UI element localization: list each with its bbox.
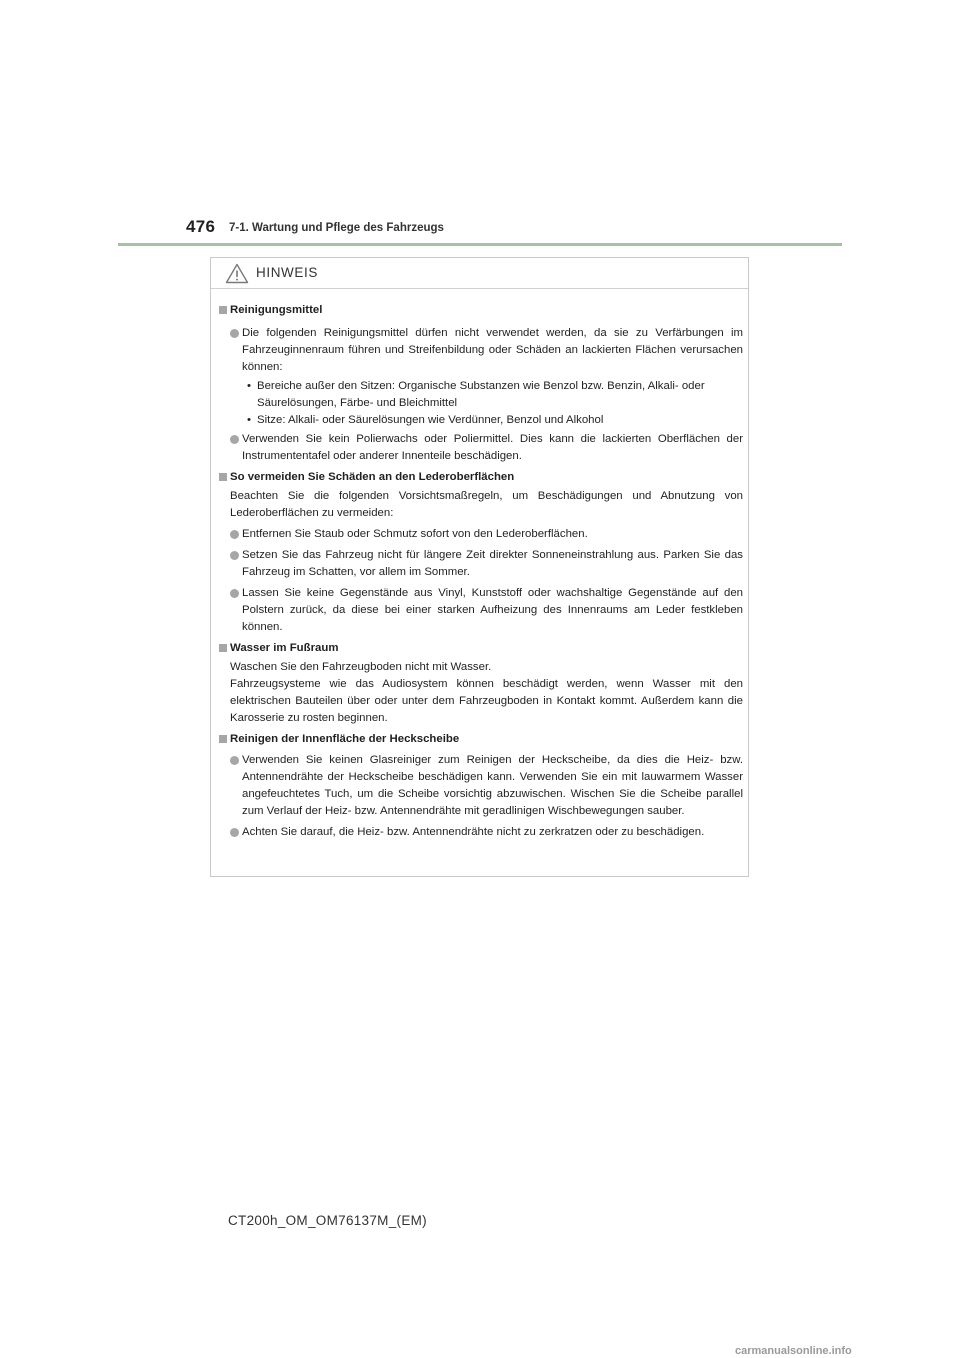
section-title: 7-1. Wartung und Pflege des Fahrzeugs (229, 222, 444, 234)
paragraph: Fahrzeugsysteme wie das Audiosystem können beschädigt werden, wenn Wasser mit den elektrischen Bauteilen über oder unter dem Fahrzeugboden in Kontakt kommt. Außerdem kann die Karosserie zu rosten beginnen. (230, 678, 743, 724)
circle-bullet-icon (230, 828, 239, 837)
watermark: carmanualsonline.info (735, 1345, 852, 1357)
circle-bullet-icon (230, 551, 239, 560)
sub-list-item: • Bereiche außer den Sitzen: Organische Substanzen wie Benzol bzw. Benzin, Alkali- oder Säurelösungen, Färbe- und Bleichmittel (247, 380, 705, 409)
list-item: Entfernen Sie Staub oder Schmutz sofort von den Lederoberflächen. (219, 526, 743, 543)
header-rule (118, 243, 842, 246)
circle-bullet-icon (230, 329, 239, 338)
circle-bullet-icon (230, 756, 239, 765)
notice-content (219, 302, 743, 841)
paragraph: Waschen Sie den Fahrzeugboden nicht mit Wasser. (230, 661, 492, 673)
warning-triangle-icon (225, 263, 249, 284)
notice-title: HINWEIS (256, 265, 318, 280)
square-bullet-icon (219, 473, 227, 481)
list-item: Verwenden Sie kein Polierwachs oder Poliermittel. Dies kann die lackierten Oberflächen der Instrumententafel oder anderer Innenteile beschädigen. (219, 431, 743, 465)
list-item: Achten Sie darauf, die Heiz- bzw. Antennendrähte nicht zu zerkratzen oder zu beschädigen. (219, 824, 743, 841)
list-item: Verwenden Sie keinen Glasreiniger zum Reinigen der Heckscheibe, da dies die Heiz- bzw. Antennendrähte der Heckscheibe beschädigen kann. Verwenden Sie ein mit lauwarmem Wasser angefeuchtetes Tuch, um die Scheibe vorsichtig abzuwischen. Wischen Sie die Scheibe parallel zum Verlauf der Heiz- bzw. Antennendrähte mit geradlinigen Wischbewegungen sauber. (219, 752, 743, 820)
square-bullet-icon (219, 306, 227, 314)
circle-bullet-icon (230, 435, 239, 444)
notice-header (211, 258, 748, 289)
sub-list-item: • Sitze: Alkali- oder Säurelösungen wie Verdünner, Benzol und Alkohol (247, 414, 604, 426)
list-item: Die folgenden Reinigungsmittel dürfen nicht verwendet werden, da sie zu Verfärbungen im Fahrzeuginnenraum führen und Streifenbildung oder Schäden an lackierten Flächen verursachen können: (219, 325, 743, 376)
list-item: Lassen Sie keine Gegenstände aus Vinyl, Kunststoff oder wachshaltige Gegenstände auf den Polstern zurück, da diese bei einer starken Aufheizung des Innenraums am Leder festkleben können. (219, 585, 743, 636)
notice-box (210, 257, 749, 877)
list-item: Setzen Sie das Fahrzeug nicht für längere Zeit direkter Sonneneinstrahlung aus. Parken Sie das Fahrzeug im Schatten, vor allem im Sommer. (219, 547, 743, 581)
section-heading: So vermeiden Sie Schäden an den Lederoberflächen (219, 469, 743, 486)
paragraph: Beachten Sie die folgenden Vorsichtsmaßregeln, um Beschädigungen und Abnutzung von Lederoberflächen zu vermeiden: (230, 490, 743, 519)
document-code: CT200h_OM_OM76137M_(EM) (228, 1213, 427, 1228)
square-bullet-icon (219, 735, 227, 743)
square-bullet-icon (219, 644, 227, 652)
section-heading: Reinigungsmittel (219, 302, 743, 319)
circle-bullet-icon (230, 530, 239, 539)
section-heading: Wasser im Fußraum (219, 640, 743, 657)
page-number: 476 (186, 217, 216, 236)
section-heading: Reinigen der Innenfläche der Heckscheibe (219, 731, 743, 748)
circle-bullet-icon (230, 589, 239, 598)
